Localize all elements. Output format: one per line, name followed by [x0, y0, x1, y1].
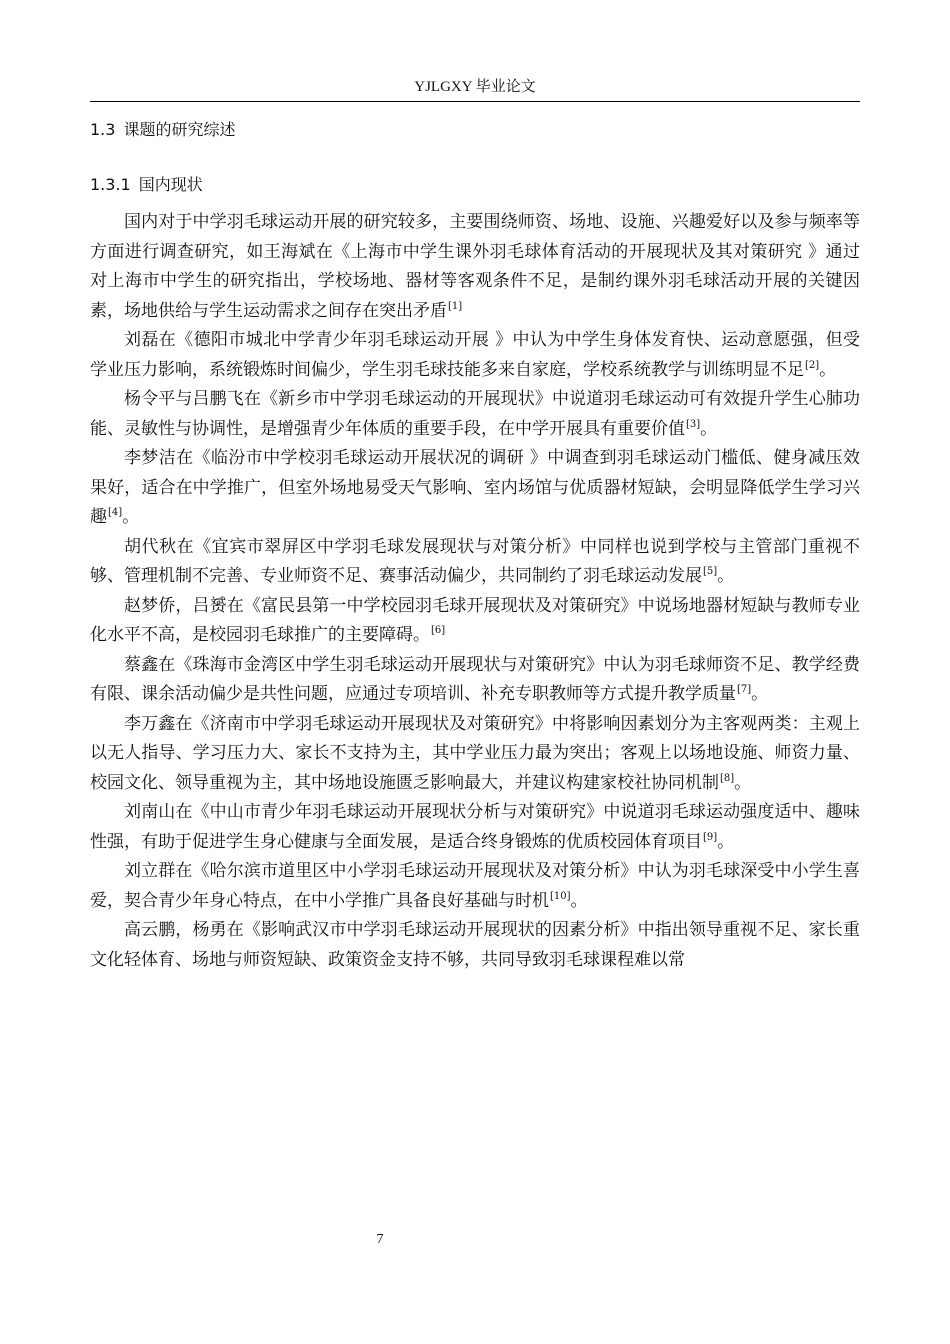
paragraph-end: 。 — [734, 772, 752, 793]
paragraph — [90, 533, 860, 592]
citation: [9] — [703, 831, 718, 843]
paragraph — [90, 444, 860, 533]
section-title: 课题的研究综述 — [123, 120, 236, 139]
paragraph — [90, 326, 860, 385]
paragraph-end: 。 — [717, 566, 735, 586]
paragraph-end: 。 — [700, 418, 718, 439]
citation: [8] — [720, 772, 735, 784]
paragraph — [90, 651, 860, 710]
paragraph-end: 。 — [751, 684, 769, 704]
paragraph-text: 李梦洁在《临汾市中学校羽毛球运动开展状况的调研 》中调查到羽毛球运动门槛低、健身减压效果好，适合在中学推广，但室外场地易受天气影响、室内场馆与优质器材短缺，会明显降低学生学习兴趣 — [90, 448, 860, 527]
paragraph-text: 刘南山在《中山市青少年羽毛球运动开展现状分析与对策研究》中说道羽毛球运动强度适中、趣味性强，有助于促进学生身心健康与全面发展，是适合终身锻炼的优质校园体育项目 — [90, 802, 860, 852]
citation: [6] — [431, 625, 446, 637]
citation: [7] — [737, 684, 752, 696]
paragraph-end: 。 — [570, 890, 588, 911]
paragraph — [90, 592, 860, 651]
paragraph-text: 刘磊在《德阳市城北中学青少年羽毛球运动开展 》中认为中学生身体发育快、运动意愿强，但受学业压力影响，系统锻炼时间偏少，学生羽毛球技能多来自家庭，学校系统教学与训练明显不足 — [90, 330, 860, 380]
paragraph-end: 。 — [717, 831, 735, 852]
paragraph-text: 胡代秋在《宜宾市翠屏区中学羽毛球发展现状与对策分析》中同样也说到学校与主管部门重视不够、管理机制不完善、专业师资不足、赛事活动偏少，共同制约了羽毛球运动发展 — [90, 536, 860, 586]
header-title: YJLGXY 毕业论文 — [414, 79, 536, 95]
paragraph-text: 赵梦侨，吕赟在《富民县第一中学校园羽毛球开展现状及对策研究》中说场地器材短缺与教师专业化水平不高，是校园羽毛球推广的主要障碍。 — [90, 595, 860, 645]
paragraph-end: 。 — [819, 359, 837, 380]
paragraph — [90, 857, 860, 916]
citation: [3] — [686, 418, 701, 430]
subsection-heading — [90, 175, 203, 195]
paragraph — [90, 916, 860, 975]
section-number: 1.3 — [90, 120, 116, 139]
page-header — [90, 78, 860, 96]
section-heading — [90, 120, 235, 140]
citation: [2] — [805, 359, 820, 371]
header-divider — [90, 101, 860, 102]
paragraph-text: 高云鹏，杨勇在《影响武汉市中学羽毛球运动开展现状的因素分析》中指出领导重视不足、家长重文化轻体育、场地与师资短缺、政策资金支持不够，共同导致羽毛球课程难以常 — [90, 920, 860, 970]
paragraph-text: 蔡鑫在《珠海市金湾区中学生羽毛球运动开展现状与对策研究》中认为羽毛球师资不足、教学经费有限、课余活动偏少是共性问题，应通过专项培训、补充专职教师等方式提升教学质量 — [90, 654, 860, 704]
body-text — [90, 208, 860, 975]
paragraph-text: 国内对于中学羽毛球运动开展的研究较多，主要围绕师资、场地、设施、兴趣爱好以及参与频率等方面进行调查研究，如王海斌在《上海市中学生课外羽毛球体育活动的开展现状及其对策研究 》通过对上海市中学生的研究指出，学校场地、器材等客观条件不足，是制约课外羽毛球活动开展的关键因素，场地供给与学生运动需求之间存在突出矛盾 — [90, 212, 860, 321]
citation: [1] — [448, 300, 463, 312]
citation: [5] — [703, 566, 718, 578]
citation: [10] — [550, 890, 571, 902]
subsection-title: 国内现状 — [138, 175, 203, 194]
paragraph-text: 李万鑫在《济南市中学羽毛球运动开展现状及对策研究》中将影响因素划分为主客观两类：主观上以无人指导、学习压力大、家长不支持为主，其中学业压力最为突出；客观上以场地设施、师资力量、校园文化、领导重视为主，其中场地设施匮乏影响最大，并建议构建家校社协同机制 — [90, 713, 860, 793]
paragraph — [90, 385, 860, 444]
citation: [4] — [108, 507, 123, 519]
paragraph-text: 刘立群在《哈尔滨市道里区中小学羽毛球运动开展现状及对策分析》中认为羽毛球深受中小学生喜爱，契合青少年身心特点，在中小学推广具备良好基础与时机 — [90, 861, 860, 911]
paragraph-end: 。 — [122, 507, 140, 527]
page-number — [90, 1232, 670, 1248]
paragraph-text: 杨令平与吕鹏飞在《新乡市中学羽毛球运动的开展现状》中说道羽毛球运动可有效提升学生心肺功能、灵敏性与协调性，是增强青少年体质的重要手段，在中学开展具有重要价值 — [90, 389, 860, 439]
paragraph — [90, 710, 860, 799]
paragraph — [90, 208, 860, 326]
page-number-text: 7 — [376, 1232, 384, 1247]
paragraph — [90, 798, 860, 857]
subsection-number: 1.3.1 — [90, 175, 131, 194]
